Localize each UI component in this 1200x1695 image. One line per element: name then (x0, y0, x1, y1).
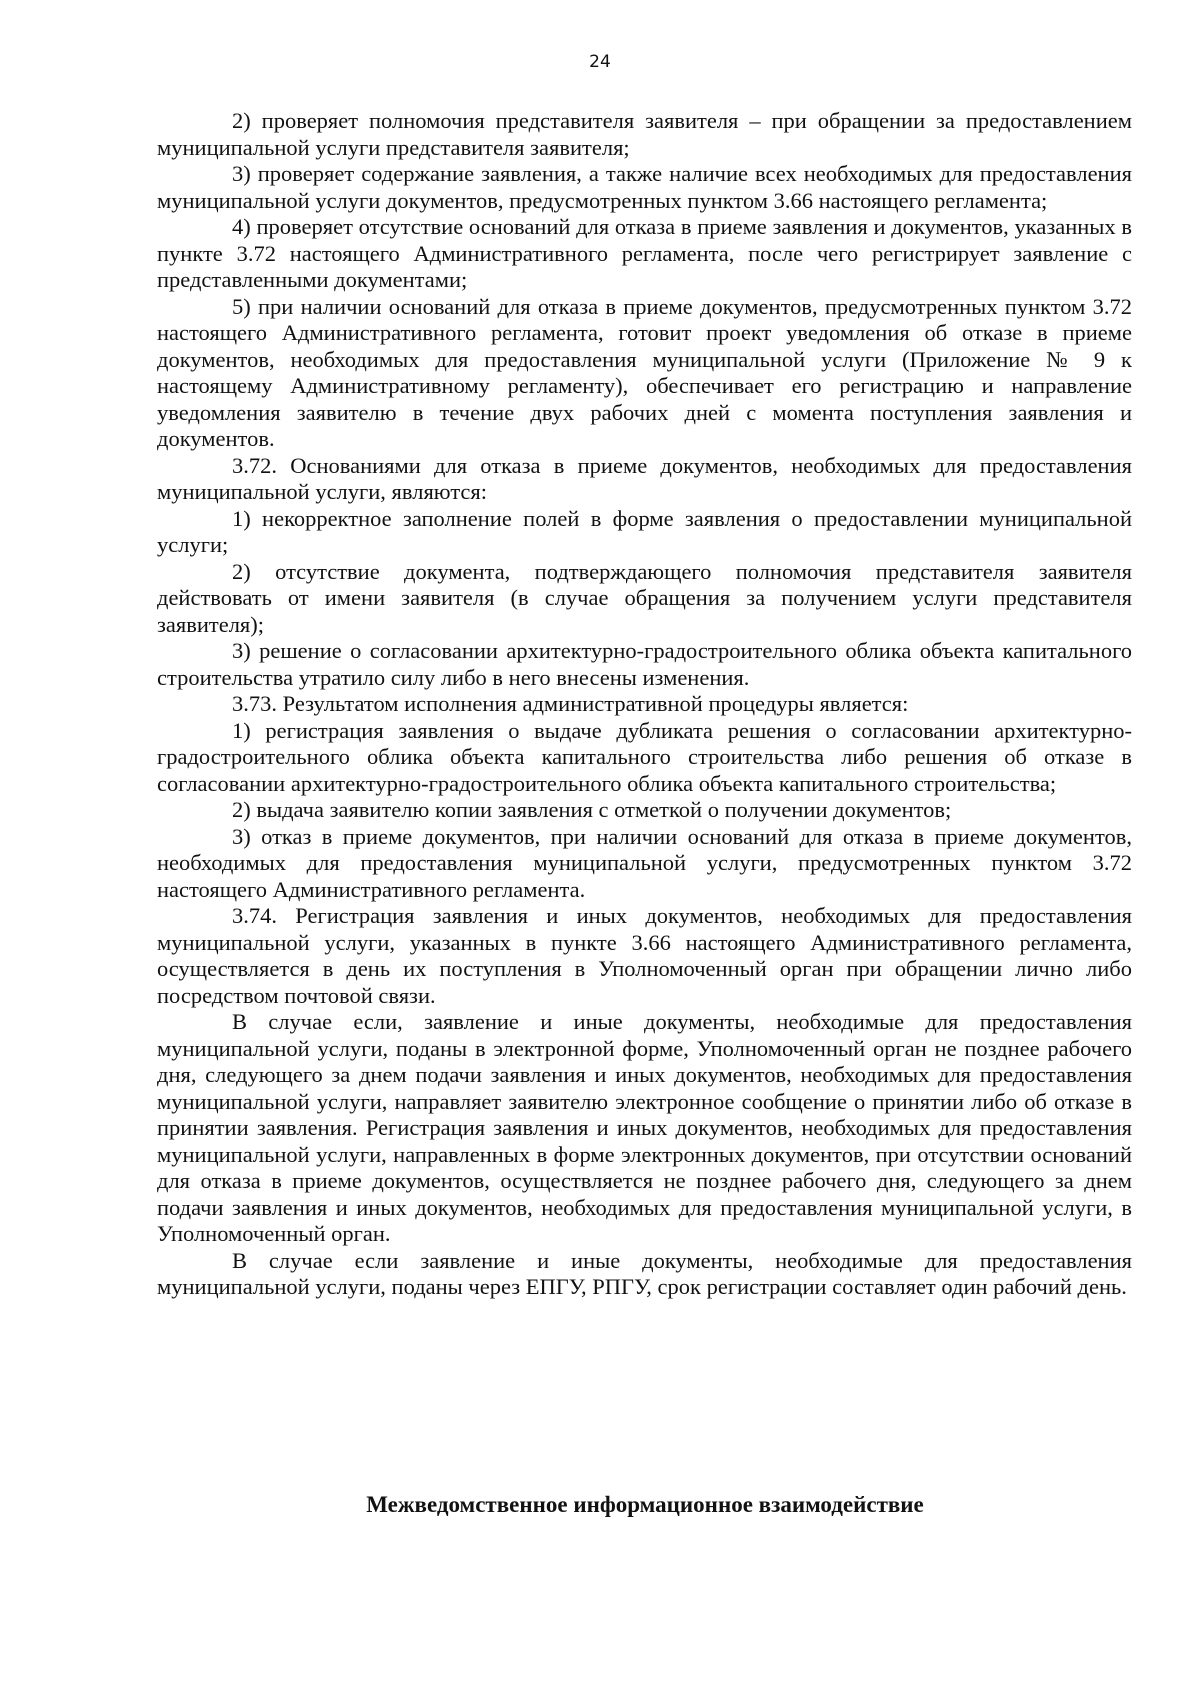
paragraph-epgu-submission: В случае если заявление и иные документы, необходимые для предоставления муниципальной услуги, поданы через ЕПГУ, РПГУ, срок регистрации составляет один рабочий день. (157, 1247, 1132, 1299)
paragraph-ground-3: 3) решение о согласовании архитектурно-градостроительного облика объекта капитального строительства утратило силу либо в него внесены изменения. (157, 638, 1132, 690)
paragraph-4-check-grounds: 4) проверяет отсутствие оснований для отказа в приеме заявления и документов, указанных в пункте 3.72 настоящего Административного регламента, после чего регистрирует заявление с представленными документами; (157, 214, 1132, 292)
paragraph-result-2: 2) выдача заявителю копии заявления с отметкой о получении документов; (232, 797, 952, 822)
paragraph-3-72-grounds: 3.72. Основаниями для отказа в приеме документов, необходимых для предоставления муниципальной услуги, являются: (157, 452, 1132, 504)
paragraph-2-check-authority: 2) проверяет полномочия представителя заявителя – при обращении за предоставлением муниципальной услуги представителя заявителя; (157, 108, 1132, 160)
paragraph-ground-1: 1) некорректное заполнение полей в форме заявления о предоставлении муниципальной услуги; (157, 505, 1132, 557)
paragraph-5-refusal-notice: 5) при наличии оснований для отказа в приеме документов, предусмотренных пунктом 3.72 настоящего Административного регламента, готовит проект уведомления об отказе в приеме документов, необходимых для предоставления муниципальной услуги (Приложение № 9 к настоящему Административному регламенту), обеспечивает его регистрацию и направление уведомления заявителю в течение двух рабочих дней с момента поступления заявления и документов. (157, 293, 1132, 451)
paragraph-3-73-result: 3.73. Результатом исполнения административной процедуры является: (232, 691, 909, 716)
section-heading: Межведомственное информационное взаимодействие (366, 1492, 924, 1517)
paragraph-result-3: 3) отказ в приеме документов, при наличии оснований для отказа в приеме документов, необходимых для предоставления муниципальной услуги, предусмотренных пунктом 3.72 настоящего Административного регламента. (157, 823, 1132, 902)
paragraph-3-check-contents: 3) проверяет содержание заявления, а также наличие всех необходимых для предоставления муниципальной услуги документов, предусмотренных пунктом 3.66 настоящего регламента; (157, 161, 1132, 213)
paragraph-electronic-submission: В случае если, заявление и иные документы, необходимые для предоставления муниципальной услуги, поданы в электронной форме, Уполномоченный орган не позднее рабочего дня, следующего за днем подачи заявления и иных документов, необходимых для предоставления муниципальной услуги, направляет заявителю электронное сообщение о принятии либо об отказе в принятии заявления. Регистрация заявления и иных документов, необходимых для предоставления муниципальной услуги, направленных в форме электронных документов, при отсутствии оснований для отказа в приеме документов, осуществляется не позднее рабочего дня, следующего за днем подачи заявления и иных документов, необходимых для предоставления муниципальной услуги, в Уполномоченный орган. (157, 1009, 1132, 1246)
page-number: 24 (589, 52, 611, 72)
paragraph-ground-2: 2) отсутствие документа, подтверждающего полномочия представителя заявителя действовать от имени заявителя (в случае обращения за получением услуги представителя заявителя); (157, 558, 1132, 637)
paragraph-3-74-registration: 3.74. Регистрация заявления и иных документов, необходимых для предоставления муниципальной услуги, указанных в пункте 3.66 настоящего Административного регламента, осуществляется в день их поступления в Уполномоченный орган при обращении лично либо посредством почтовой связи. (157, 903, 1132, 1008)
document-body (157, 108, 1132, 1301)
paragraph-result-1: 1) регистрация заявления о выдаче дубликата решения о согласовании архитектурно-градостроительного облика объекта капитального строительства либо решения об отказе в согласовании архитектурно-градостроительного облика объекта капитального строительства; (157, 717, 1132, 796)
